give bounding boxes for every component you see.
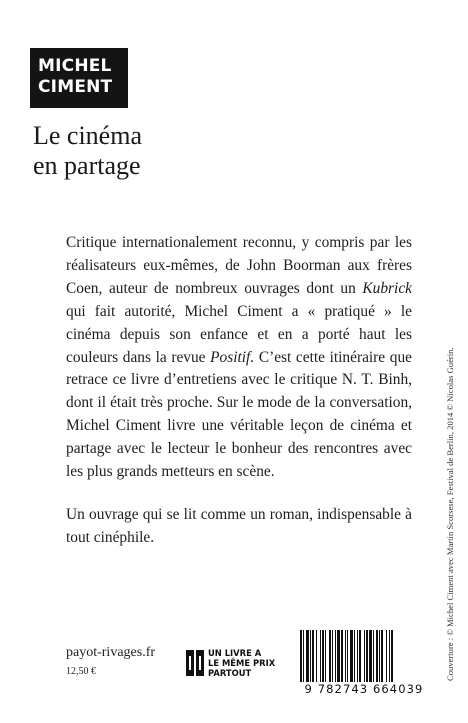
back-cover-blurb [66, 232, 412, 550]
barcode-bar [312, 630, 314, 682]
barcode-bar [389, 630, 390, 682]
barcode-bar [354, 630, 355, 682]
barcode-bar [303, 630, 304, 688]
barcode-bar [347, 630, 348, 688]
barcode-bar [322, 630, 324, 682]
blurb-text: qui fait autorité, Michel Ciment a « pratiqué » le cinéma depuis son enfance et en a porté haut les couleurs dans la revue [66, 302, 412, 366]
cover-photo-credit [444, 303, 458, 681]
barcode-bar [350, 630, 353, 682]
barcode-bar [310, 630, 311, 682]
logo-text-line-3: PARTOUT [208, 668, 252, 678]
title-line-1: Le cinéma [33, 121, 142, 150]
book-title [33, 121, 142, 181]
barcode-bar [337, 630, 340, 682]
barcode-bar [391, 630, 393, 688]
blurb-paragraph-1 [66, 232, 412, 484]
logo-text-line-2: LE MÊME PRIX [208, 658, 276, 668]
barcode-bar [320, 630, 321, 682]
magazine-reference-positif: Positif. [210, 348, 255, 366]
publisher-website: payot-rivages.fr [66, 645, 156, 660]
barcode-bar [306, 630, 309, 682]
cover-photo-credit-text: Couverture : © Michel Ciment avec Martin Scorsese, Festival de Berlin, 2014 © Nicolas Guérin. [445, 347, 455, 681]
author-last-name: CIMENT [38, 77, 113, 97]
logo-text-line-1: UN LIVRE A [208, 648, 262, 658]
fixed-price-book-logo [186, 648, 282, 682]
barcode-bar [381, 630, 383, 682]
title-line-2: en partage [33, 151, 141, 180]
barcode-bar [369, 630, 372, 682]
barcode-bar [316, 630, 317, 682]
barcode-bar [364, 630, 365, 682]
barcode-bar [366, 630, 368, 682]
blurb-text: Critique internationalement reconnu, y compris par les réalisateurs eux-mêmes, de John Boorman aux frères Coen, auteur de nombreux ouvrages dont un [66, 234, 412, 297]
barcode-bar [341, 630, 343, 682]
barcode-bar [345, 630, 346, 682]
author-name-box [30, 48, 128, 108]
barcode-bar [373, 630, 374, 682]
barcode-bar [332, 630, 333, 682]
barcode-bar [386, 630, 387, 682]
blurb-text: C’est cette itinéraire que retrace ce livre d’entretiens avec le critique N. T. Binh, dont il était très proche. Sur le mode de la conversation, Michel Ciment livre une véritable leçon de cinéma et partage avec le lecteur le bonheur des rencontres avec les plus grands metteurs en scène. [66, 348, 412, 481]
author-first-name: MICHEL [38, 56, 112, 76]
barcode-bar [325, 630, 326, 682]
barcode-bar [379, 630, 380, 682]
price: 12,50 € [66, 666, 96, 677]
barcode-bar [335, 630, 336, 682]
blurb-paragraph-2: Un ouvrage qui se lit comme un roman, indispensable à tout cinéphile. [66, 505, 412, 546]
barcode-bar [359, 630, 361, 682]
barcode-bar [300, 630, 302, 688]
barcode-bar [357, 630, 358, 682]
book-icon [186, 650, 204, 676]
isbn-number: 9 782743 664039 [300, 682, 428, 696]
barcode-bar [329, 630, 331, 682]
barcode-bar [376, 630, 378, 682]
book-reference-kubrick: Kubrick [362, 279, 412, 297]
